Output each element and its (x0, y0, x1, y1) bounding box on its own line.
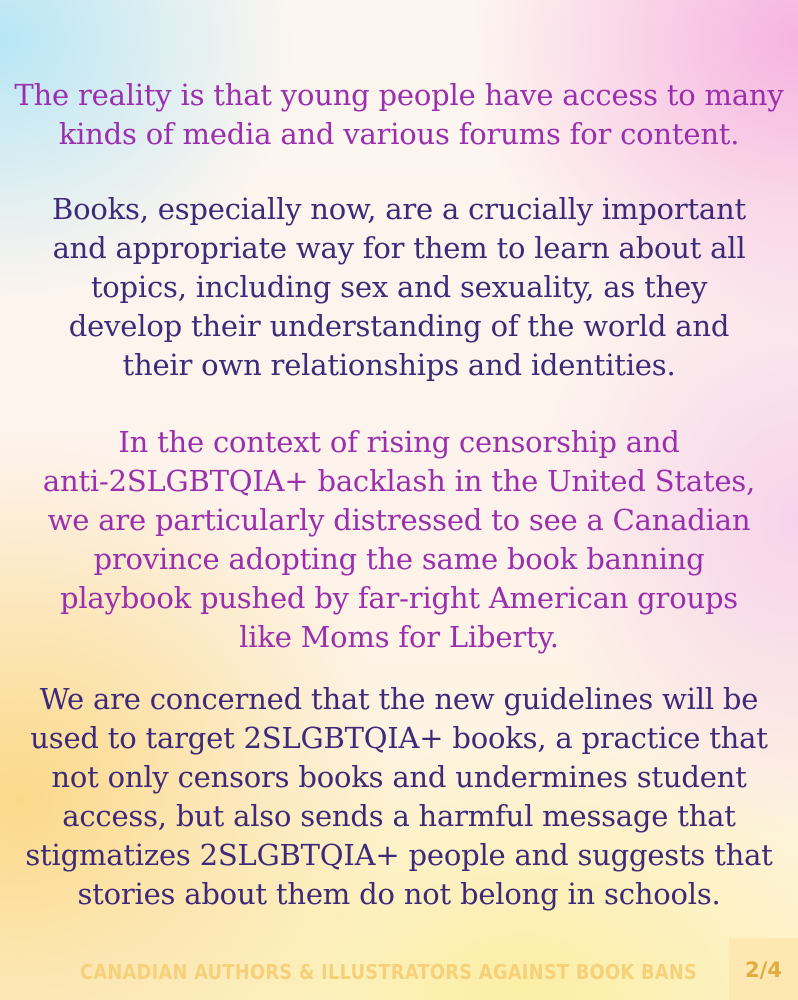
text-line: and appropriate way for them to learn about all (52, 231, 746, 265)
text-line: In the context of rising censorship and (118, 425, 680, 459)
paragraph-guidelines-concern (0, 680, 798, 914)
text-line: We are concerned that the new guidelines will be (39, 682, 759, 716)
text-line: province adopting the same book banning (93, 542, 705, 576)
text-line: Books, especially now, are a crucially important (52, 192, 746, 226)
paragraph-censorship-context (0, 423, 798, 657)
text-line: like Moms for Liberty. (239, 620, 559, 654)
text-line: topics, including sex and sexuality, as they (90, 270, 708, 304)
footer-bar (0, 938, 798, 1000)
text-line: kinds of media and various forums for content. (58, 117, 740, 151)
text-line: stories about them do not belong in schools. (77, 877, 721, 911)
paragraph-books-importance (0, 190, 798, 385)
text-line: not only censors books and undermines student (51, 760, 747, 794)
text-line: access, but also sends a harmful message that (62, 799, 736, 833)
text-line: stigmatizes 2SLGBTQIA+ people and suggests that (25, 838, 773, 872)
page-indicator: 2/4 (745, 958, 782, 982)
organization-name: CANADIAN AUTHORS & ILLUSTRATORS AGAINST BOOK BANS (80, 960, 698, 984)
text-line: we are particularly distressed to see a Canadian (47, 503, 751, 537)
paragraph-media-access (0, 76, 798, 154)
text-line: The reality is that young people have access to many (14, 78, 784, 112)
text-line: anti-2SLGBTQIA+ backlash in the United States, (42, 464, 756, 498)
text-line: playbook pushed by far-right American groups (59, 581, 738, 615)
text-line: develop their understanding of the world and (68, 309, 730, 343)
text-line: their own relationships and identities. (122, 348, 676, 382)
page-indicator-box (729, 938, 798, 1000)
text-line: used to target 2SLGBTQIA+ books, a practice that (30, 721, 768, 755)
